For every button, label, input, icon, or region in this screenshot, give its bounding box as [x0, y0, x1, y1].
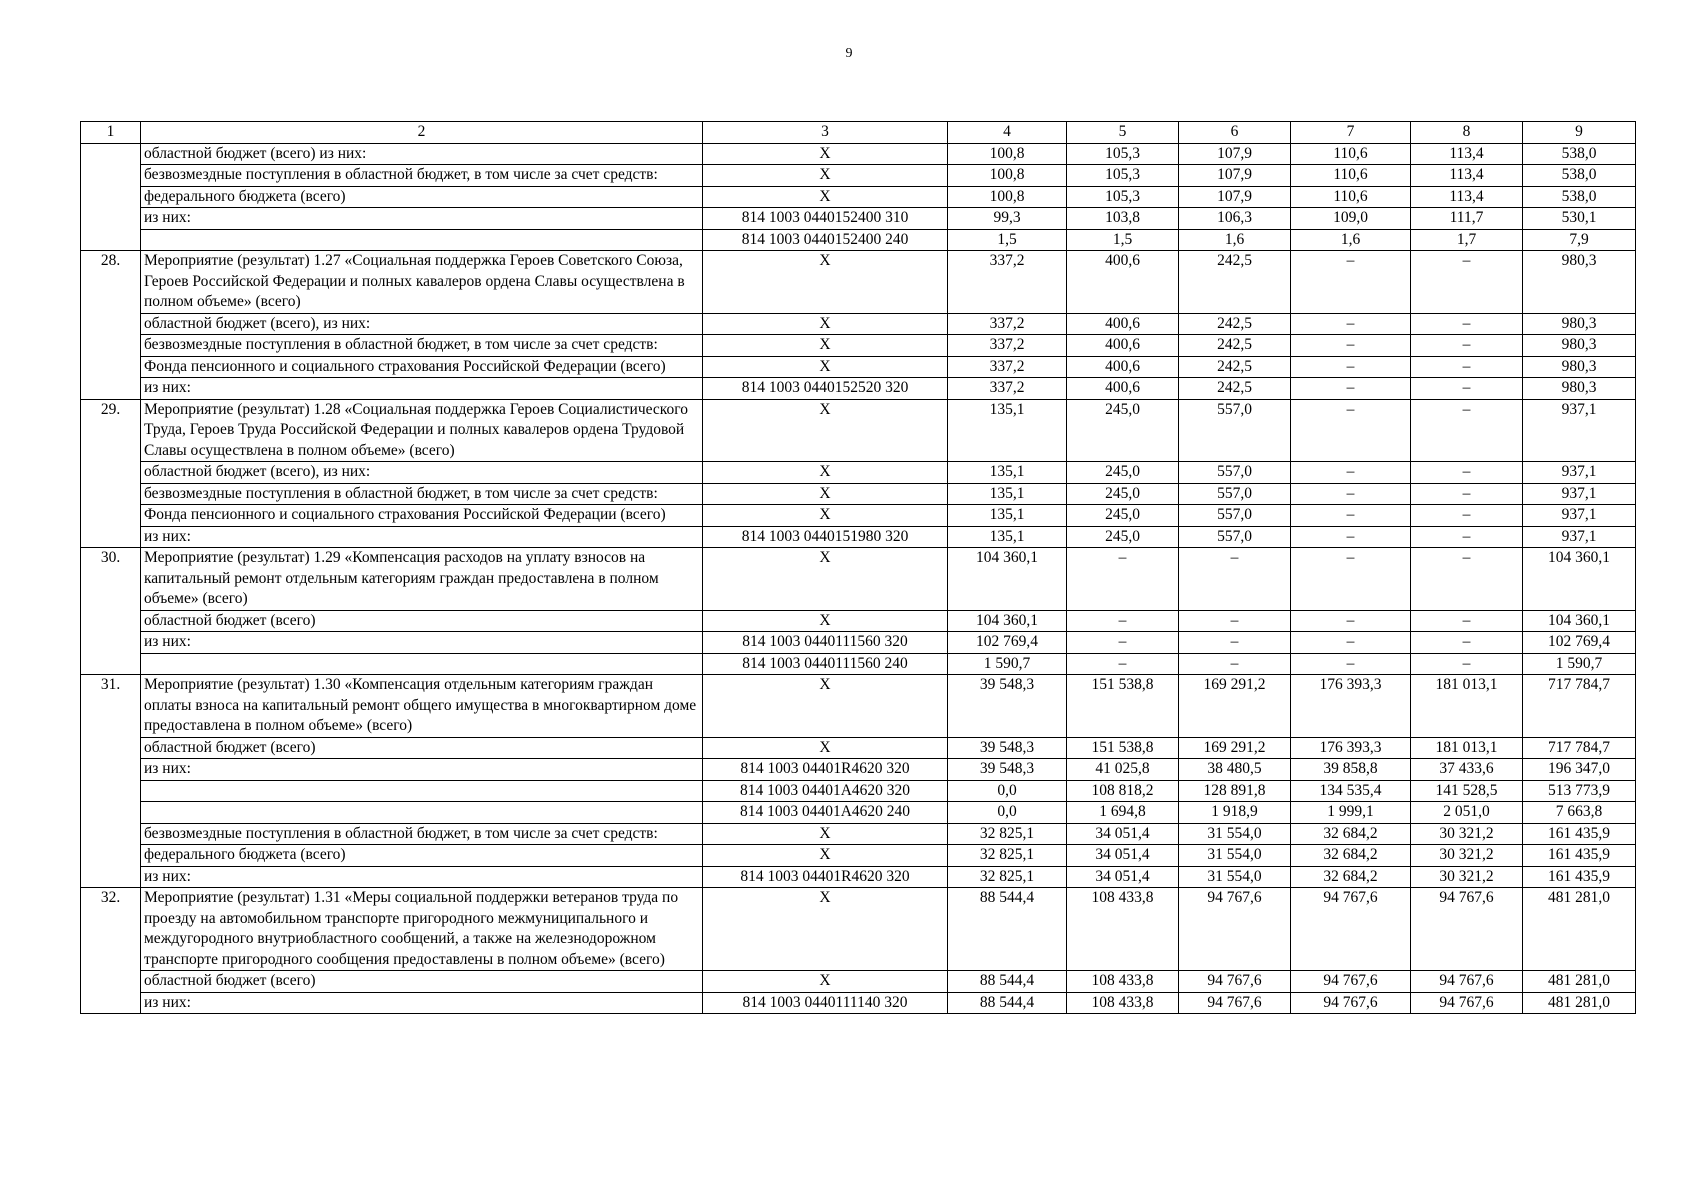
value-cell: – [1411, 462, 1523, 484]
column-number: 8 [1411, 122, 1523, 144]
column-number: 2 [141, 122, 703, 144]
budget-code: Х [703, 399, 948, 462]
value-cell: 151 538,8 [1067, 675, 1179, 738]
budget-code: Х [703, 143, 948, 165]
budget-code: 814 1003 04401А4620 240 [703, 802, 948, 824]
row-description: из них: [141, 632, 703, 654]
table-row [81, 780, 1636, 802]
value-cell: 1,6 [1179, 229, 1291, 251]
value-cell: 937,1 [1523, 483, 1636, 505]
value-cell: 2 051,0 [1411, 802, 1523, 824]
value-cell: 104 360,1 [948, 548, 1067, 611]
value-cell: – [1291, 356, 1411, 378]
row-description: Фонда пенсионного и социального страхования Российской Федерации (всего) [141, 505, 703, 527]
value-cell: 94 767,6 [1179, 888, 1291, 971]
value-cell: – [1067, 548, 1179, 611]
row-description: областной бюджет (всего), из них: [141, 462, 703, 484]
value-cell: – [1067, 632, 1179, 654]
value-cell: 108 818,2 [1067, 780, 1179, 802]
budget-code: Х [703, 313, 948, 335]
value-cell: 34 051,4 [1067, 866, 1179, 888]
value-cell: – [1411, 653, 1523, 675]
value-cell: 34 051,4 [1067, 845, 1179, 867]
value-cell: – [1291, 399, 1411, 462]
value-cell: 106,3 [1179, 208, 1291, 230]
value-cell: 242,5 [1179, 378, 1291, 400]
value-cell: 110,6 [1291, 186, 1411, 208]
value-cell: 161 435,9 [1523, 845, 1636, 867]
value-cell: 337,2 [948, 313, 1067, 335]
row-description: областной бюджет (всего) [141, 971, 703, 993]
value-cell: 94 767,6 [1411, 888, 1523, 971]
column-number: 4 [948, 122, 1067, 144]
row-description: областной бюджет (всего) [141, 610, 703, 632]
column-number: 9 [1523, 122, 1636, 144]
value-cell: 141 528,5 [1411, 780, 1523, 802]
value-cell: 1 590,7 [948, 653, 1067, 675]
row-description: из них: [141, 866, 703, 888]
value-cell: 34 051,4 [1067, 823, 1179, 845]
value-cell: 242,5 [1179, 356, 1291, 378]
value-cell: 107,9 [1179, 186, 1291, 208]
value-cell: 169 291,2 [1179, 675, 1291, 738]
value-cell: 104 360,1 [1523, 548, 1636, 611]
value-cell: 181 013,1 [1411, 675, 1523, 738]
value-cell: 1 590,7 [1523, 653, 1636, 675]
row-number: 31. [81, 675, 141, 888]
budget-code: Х [703, 888, 948, 971]
column-number-row [81, 122, 1636, 144]
value-cell: 110,6 [1291, 143, 1411, 165]
budget-code: Х [703, 165, 948, 187]
row-description: федерального бюджета (всего) [141, 186, 703, 208]
row-description [141, 653, 703, 675]
row-description: из них: [141, 759, 703, 781]
budget-code: Х [703, 335, 948, 357]
value-cell: – [1411, 399, 1523, 462]
value-cell: 245,0 [1067, 505, 1179, 527]
table-row [81, 483, 1636, 505]
value-cell: 105,3 [1067, 143, 1179, 165]
value-cell: 245,0 [1067, 462, 1179, 484]
value-cell: 105,3 [1067, 165, 1179, 187]
value-cell: 100,8 [948, 143, 1067, 165]
row-description: безвозмездные поступления в областной бюджет, в том числе за счет средств: [141, 165, 703, 187]
value-cell: 481 281,0 [1523, 992, 1636, 1014]
value-cell: 135,1 [948, 526, 1067, 548]
budget-code: Х [703, 483, 948, 505]
value-cell: 108 433,8 [1067, 971, 1179, 993]
value-cell: 481 281,0 [1523, 888, 1636, 971]
value-cell: – [1179, 610, 1291, 632]
table-row [81, 610, 1636, 632]
table-row [81, 462, 1636, 484]
value-cell: 242,5 [1179, 251, 1291, 314]
table-row [81, 313, 1636, 335]
row-description: Мероприятие (результат) 1.31 «Меры социальной поддержки ветеранов труда по проезду на автомобильном транспорте пригородного межмуниципального и междугородного внутриобластного сообщений, а также на железнодорожном транспорте пригородного сообщения предоставлены в полном объеме» (всего) [141, 888, 703, 971]
value-cell: – [1411, 548, 1523, 611]
value-cell: – [1179, 653, 1291, 675]
value-cell: 38 480,5 [1179, 759, 1291, 781]
table-row [81, 866, 1636, 888]
budget-code: Х [703, 548, 948, 611]
value-cell: 980,3 [1523, 313, 1636, 335]
value-cell: 245,0 [1067, 399, 1179, 462]
value-cell: 980,3 [1523, 335, 1636, 357]
value-cell: 980,3 [1523, 378, 1636, 400]
value-cell: – [1291, 632, 1411, 654]
value-cell: 94 767,6 [1291, 888, 1411, 971]
value-cell: – [1411, 610, 1523, 632]
row-description: Мероприятие (результат) 1.30 «Компенсация отдельным категориям граждан оплаты взноса на капитальный ремонт общего имущества в многоквартирном доме предоставлена в полном объеме» (всего) [141, 675, 703, 738]
value-cell: 100,8 [948, 186, 1067, 208]
value-cell: 242,5 [1179, 335, 1291, 357]
value-cell: 1,5 [1067, 229, 1179, 251]
value-cell: 107,9 [1179, 143, 1291, 165]
table-row [81, 399, 1636, 462]
value-cell: 557,0 [1179, 399, 1291, 462]
value-cell: 31 554,0 [1179, 823, 1291, 845]
value-cell: 196 347,0 [1523, 759, 1636, 781]
page-number: 9 [845, 46, 853, 61]
budget-code: 814 1003 04401R4620 320 [703, 759, 948, 781]
value-cell: 937,1 [1523, 526, 1636, 548]
table-row [81, 165, 1636, 187]
value-cell: 88 544,4 [948, 971, 1067, 993]
value-cell: – [1291, 251, 1411, 314]
value-cell: 1,7 [1411, 229, 1523, 251]
budget-code: Х [703, 845, 948, 867]
value-cell: 30 321,2 [1411, 866, 1523, 888]
value-cell: 113,4 [1411, 186, 1523, 208]
budget-code: Х [703, 971, 948, 993]
value-cell: 400,6 [1067, 251, 1179, 314]
value-cell: – [1291, 526, 1411, 548]
row-description: Мероприятие (результат) 1.28 «Социальная поддержка Героев Социалистического Труда, Героев Труда Российской Федерации и полных кавалеров ордена Трудовой Славы осуществлена в полном объеме» (всего) [141, 399, 703, 462]
value-cell: 557,0 [1179, 483, 1291, 505]
value-cell: – [1411, 632, 1523, 654]
budget-code: 814 1003 0440111560 240 [703, 653, 948, 675]
value-cell: – [1067, 653, 1179, 675]
value-cell: 337,2 [948, 378, 1067, 400]
row-description: безвозмездные поступления в областной бюджет, в том числе за счет средств: [141, 335, 703, 357]
value-cell: 937,1 [1523, 462, 1636, 484]
value-cell: – [1291, 483, 1411, 505]
value-cell: 245,0 [1067, 483, 1179, 505]
value-cell: 557,0 [1179, 505, 1291, 527]
table-row [81, 378, 1636, 400]
row-description: Мероприятие (результат) 1.27 «Социальная поддержка Героев Советского Союза, Героев Российской Федерации и полных кавалеров ордена Славы осуществлена в полном объеме» (всего) [141, 251, 703, 314]
value-cell: 128 891,8 [1179, 780, 1291, 802]
value-cell: – [1291, 653, 1411, 675]
value-cell: 30 321,2 [1411, 823, 1523, 845]
table-row [81, 335, 1636, 357]
value-cell: 513 773,9 [1523, 780, 1636, 802]
table-body [81, 122, 1636, 1014]
value-cell: 337,2 [948, 356, 1067, 378]
value-cell: 30 321,2 [1411, 845, 1523, 867]
value-cell: 32 684,2 [1291, 845, 1411, 867]
table-row [81, 992, 1636, 1014]
value-cell: – [1179, 632, 1291, 654]
column-number: 5 [1067, 122, 1179, 144]
value-cell: – [1411, 378, 1523, 400]
value-cell: 103,8 [1067, 208, 1179, 230]
value-cell: – [1411, 483, 1523, 505]
budget-code: Х [703, 505, 948, 527]
value-cell: – [1291, 610, 1411, 632]
table-row [81, 208, 1636, 230]
budget-code: 814 1003 04401R4620 320 [703, 866, 948, 888]
value-cell: – [1411, 251, 1523, 314]
value-cell: – [1291, 548, 1411, 611]
value-cell: 134 535,4 [1291, 780, 1411, 802]
row-description: Фонда пенсионного и социального страхования Российской Федерации (всего) [141, 356, 703, 378]
row-description: областной бюджет (всего), из них: [141, 313, 703, 335]
value-cell: 94 767,6 [1291, 992, 1411, 1014]
table-row [81, 186, 1636, 208]
row-number [81, 143, 141, 251]
value-cell: 242,5 [1179, 313, 1291, 335]
value-cell: 400,6 [1067, 378, 1179, 400]
table-row [81, 737, 1636, 759]
value-cell: 557,0 [1179, 526, 1291, 548]
row-description [141, 229, 703, 251]
value-cell: – [1411, 356, 1523, 378]
table-row [81, 971, 1636, 993]
table-row [81, 845, 1636, 867]
value-cell: – [1411, 526, 1523, 548]
value-cell: 481 281,0 [1523, 971, 1636, 993]
row-number: 30. [81, 548, 141, 675]
value-cell: 108 433,8 [1067, 992, 1179, 1014]
budget-table [80, 121, 1636, 1014]
value-cell: 717 784,7 [1523, 675, 1636, 738]
value-cell: 161 435,9 [1523, 823, 1636, 845]
value-cell: 104 360,1 [948, 610, 1067, 632]
value-cell: 557,0 [1179, 462, 1291, 484]
value-cell: 102 769,4 [948, 632, 1067, 654]
value-cell: 110,6 [1291, 165, 1411, 187]
value-cell: 113,4 [1411, 165, 1523, 187]
value-cell: 1,6 [1291, 229, 1411, 251]
value-cell: 31 554,0 [1179, 866, 1291, 888]
value-cell: 99,3 [948, 208, 1067, 230]
value-cell: 181 013,1 [1411, 737, 1523, 759]
budget-code: 814 1003 04401А4620 320 [703, 780, 948, 802]
budget-code: Х [703, 186, 948, 208]
value-cell: – [1411, 335, 1523, 357]
value-cell: – [1411, 505, 1523, 527]
row-description: из них: [141, 208, 703, 230]
value-cell: 100,8 [948, 165, 1067, 187]
value-cell: 538,0 [1523, 186, 1636, 208]
value-cell: 937,1 [1523, 399, 1636, 462]
column-number: 1 [81, 122, 141, 144]
value-cell: 1 694,8 [1067, 802, 1179, 824]
column-number: 7 [1291, 122, 1411, 144]
value-cell: 337,2 [948, 335, 1067, 357]
value-cell: 94 767,6 [1411, 992, 1523, 1014]
row-description: федерального бюджета (всего) [141, 845, 703, 867]
value-cell: 32 825,1 [948, 823, 1067, 845]
value-cell: – [1291, 505, 1411, 527]
value-cell: 31 554,0 [1179, 845, 1291, 867]
row-number: 28. [81, 251, 141, 400]
value-cell: 94 767,6 [1179, 992, 1291, 1014]
table-row [81, 653, 1636, 675]
value-cell: 400,6 [1067, 356, 1179, 378]
table-row [81, 802, 1636, 824]
table-row [81, 823, 1636, 845]
budget-code: Х [703, 675, 948, 738]
value-cell: 135,1 [948, 462, 1067, 484]
value-cell: 94 767,6 [1291, 971, 1411, 993]
budget-code: 814 1003 0440152400 240 [703, 229, 948, 251]
budget-code: 814 1003 0440152400 310 [703, 208, 948, 230]
row-description: областной бюджет (всего) из них: [141, 143, 703, 165]
value-cell: 105,3 [1067, 186, 1179, 208]
budget-code: 814 1003 0440151980 320 [703, 526, 948, 548]
value-cell: 980,3 [1523, 356, 1636, 378]
value-cell: 39 858,8 [1291, 759, 1411, 781]
value-cell: 32 825,1 [948, 866, 1067, 888]
value-cell: 538,0 [1523, 143, 1636, 165]
value-cell: 400,6 [1067, 313, 1179, 335]
column-number: 6 [1179, 122, 1291, 144]
row-description [141, 780, 703, 802]
table-row [81, 356, 1636, 378]
value-cell: 41 025,8 [1067, 759, 1179, 781]
table-row [81, 548, 1636, 611]
row-number: 32. [81, 888, 141, 1014]
value-cell: 337,2 [948, 251, 1067, 314]
value-cell: 135,1 [948, 483, 1067, 505]
table-row [81, 632, 1636, 654]
row-description: безвозмездные поступления в областной бюджет, в том числе за счет средств: [141, 823, 703, 845]
table-row [81, 251, 1636, 314]
value-cell: 0,0 [948, 802, 1067, 824]
value-cell: 538,0 [1523, 165, 1636, 187]
value-cell: 400,6 [1067, 335, 1179, 357]
value-cell: 102 769,4 [1523, 632, 1636, 654]
table-row [81, 526, 1636, 548]
budget-code: Х [703, 737, 948, 759]
value-cell: – [1179, 548, 1291, 611]
value-cell: 7 663,8 [1523, 802, 1636, 824]
value-cell: – [1411, 313, 1523, 335]
value-cell: 176 393,3 [1291, 675, 1411, 738]
table-row [81, 143, 1636, 165]
budget-code: Х [703, 356, 948, 378]
value-cell: 1 918,9 [1179, 802, 1291, 824]
value-cell: 151 538,8 [1067, 737, 1179, 759]
value-cell: 1 999,1 [1291, 802, 1411, 824]
budget-code: Х [703, 462, 948, 484]
value-cell: 717 784,7 [1523, 737, 1636, 759]
value-cell: 0,0 [948, 780, 1067, 802]
row-description: из них: [141, 992, 703, 1014]
value-cell: 161 435,9 [1523, 866, 1636, 888]
value-cell: 530,1 [1523, 208, 1636, 230]
budget-code: 814 1003 0440111140 320 [703, 992, 948, 1014]
value-cell: 37 433,6 [1411, 759, 1523, 781]
value-cell: 937,1 [1523, 505, 1636, 527]
row-description: из них: [141, 526, 703, 548]
value-cell: 176 393,3 [1291, 737, 1411, 759]
row-description [141, 802, 703, 824]
value-cell: 108 433,8 [1067, 888, 1179, 971]
value-cell: – [1291, 378, 1411, 400]
row-description: областной бюджет (всего) [141, 737, 703, 759]
value-cell: 39 548,3 [948, 737, 1067, 759]
budget-code: Х [703, 610, 948, 632]
value-cell: 94 767,6 [1179, 971, 1291, 993]
budget-code: Х [703, 251, 948, 314]
value-cell: – [1291, 462, 1411, 484]
value-cell: – [1291, 313, 1411, 335]
value-cell: 39 548,3 [948, 675, 1067, 738]
budget-code: 814 1003 0440152520 320 [703, 378, 948, 400]
value-cell: 88 544,4 [948, 992, 1067, 1014]
row-description: безвозмездные поступления в областной бюджет, в том числе за счет средств: [141, 483, 703, 505]
value-cell: 135,1 [948, 399, 1067, 462]
value-cell: 980,3 [1523, 251, 1636, 314]
value-cell: 135,1 [948, 505, 1067, 527]
table-row [81, 675, 1636, 738]
table-row [81, 229, 1636, 251]
value-cell: 32 825,1 [948, 845, 1067, 867]
value-cell: 39 548,3 [948, 759, 1067, 781]
value-cell: 107,9 [1179, 165, 1291, 187]
value-cell: 88 544,4 [948, 888, 1067, 971]
budget-code: 814 1003 0440111560 320 [703, 632, 948, 654]
value-cell: 32 684,2 [1291, 866, 1411, 888]
value-cell: 245,0 [1067, 526, 1179, 548]
value-cell: 1,5 [948, 229, 1067, 251]
value-cell: – [1067, 610, 1179, 632]
table-row [81, 888, 1636, 971]
row-number: 29. [81, 399, 141, 548]
table-row [81, 505, 1636, 527]
row-description: Мероприятие (результат) 1.29 «Компенсация расходов на уплату взносов на капитальный ремонт отдельным категориям граждан предоставлена в полном объеме» (всего) [141, 548, 703, 611]
column-number: 3 [703, 122, 948, 144]
value-cell: 109,0 [1291, 208, 1411, 230]
row-description: из них: [141, 378, 703, 400]
value-cell: 104 360,1 [1523, 610, 1636, 632]
value-cell: 113,4 [1411, 143, 1523, 165]
table-row [81, 759, 1636, 781]
value-cell: 94 767,6 [1411, 971, 1523, 993]
value-cell: 32 684,2 [1291, 823, 1411, 845]
value-cell: 7,9 [1523, 229, 1636, 251]
value-cell: 169 291,2 [1179, 737, 1291, 759]
value-cell: 111,7 [1411, 208, 1523, 230]
value-cell: – [1291, 335, 1411, 357]
budget-code: Х [703, 823, 948, 845]
